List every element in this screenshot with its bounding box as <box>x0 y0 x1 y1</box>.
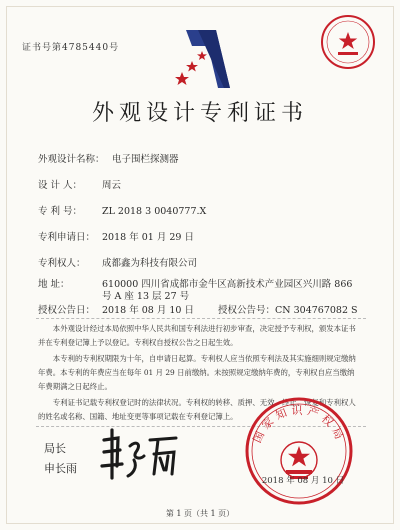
field-filing-date <box>38 229 194 243</box>
cnipa-logo-icon <box>168 24 238 94</box>
field-value: 电子围栏探测器 <box>112 154 179 165</box>
field-grant-number <box>218 302 358 316</box>
field-design-name <box>38 151 179 165</box>
field-value: 2018 年 01 月 29 日 <box>102 232 194 243</box>
field-label: 外观设计名称： <box>38 154 105 165</box>
divider-line <box>36 318 366 319</box>
field-label: 专利权人： <box>38 258 86 269</box>
field-patent-number <box>38 203 206 217</box>
field-label: 专 利 号： <box>38 206 83 217</box>
field-label: 设 计 人： <box>38 180 83 191</box>
field-value: 610000 四川省成都市金牛区高新技术产业园区兴川路 866 <box>102 279 353 290</box>
field-label: 地 址： <box>38 279 70 290</box>
patent-seal-stamp-icon <box>320 14 376 70</box>
field-label: 授权公告号： <box>218 305 276 316</box>
certificate-title: 外观设计专利证书 <box>91 101 308 126</box>
field-address <box>38 276 352 290</box>
seal-text: 国家知识产权局 <box>250 404 348 445</box>
certificate-number: 证书号第4785440号 <box>22 43 120 53</box>
cnipa-official-seal-icon <box>244 396 354 506</box>
body-paragraph-term: 本专利的专利权期限为十年，自申请日起算。专利权人应当依照专利法及其实施细则规定缴纳年费。本专利的年费应当在每年 01 月 29 日前缴纳。未按照规定缴纳年费的，专利权自应当缴纳年费期满之日起终止。 <box>38 354 356 391</box>
field-patentee <box>38 255 197 269</box>
field-value: 周云 <box>102 180 122 191</box>
field-designer <box>38 177 121 191</box>
field-grant-date <box>38 302 194 316</box>
handwritten-signature-icon <box>98 426 180 482</box>
page-footer: 第 1 页（共 1 页） <box>165 509 235 518</box>
signatory-name: 申长雨 <box>44 462 77 475</box>
body-paragraph-status: 专利证书记载专利权登记时的法律状况。专利权的转移、质押、无效、终止、恢复和专利权人的姓名或名称、国籍、地址变更等事项记载在专利登记簿上。 <box>38 398 356 421</box>
body-paragraph-grant: 本外观设计经过本局依照中华人民共和国专利法进行初步审查，决定授予专利权，颁发本证书并在专利登记簿上予以登记。专利权自授权公告之日起生效。 <box>38 324 356 347</box>
signatory-title: 局长 <box>44 442 66 455</box>
field-value: 2018 年 08 月 10 日 <box>102 305 194 316</box>
field-label: 授权公告日： <box>38 305 96 316</box>
seal-date: 2018 年 08 月 10 日 <box>261 476 345 486</box>
field-value: ZL 2018 3 0040777.X <box>102 206 207 217</box>
field-address-line2: 号 A 座 13 层 27 号 <box>102 291 190 302</box>
field-value: CN 304767082 S <box>275 305 358 316</box>
field-label: 专利申请日： <box>38 232 96 243</box>
field-value: 成都鑫为科技有限公司 <box>102 258 198 269</box>
